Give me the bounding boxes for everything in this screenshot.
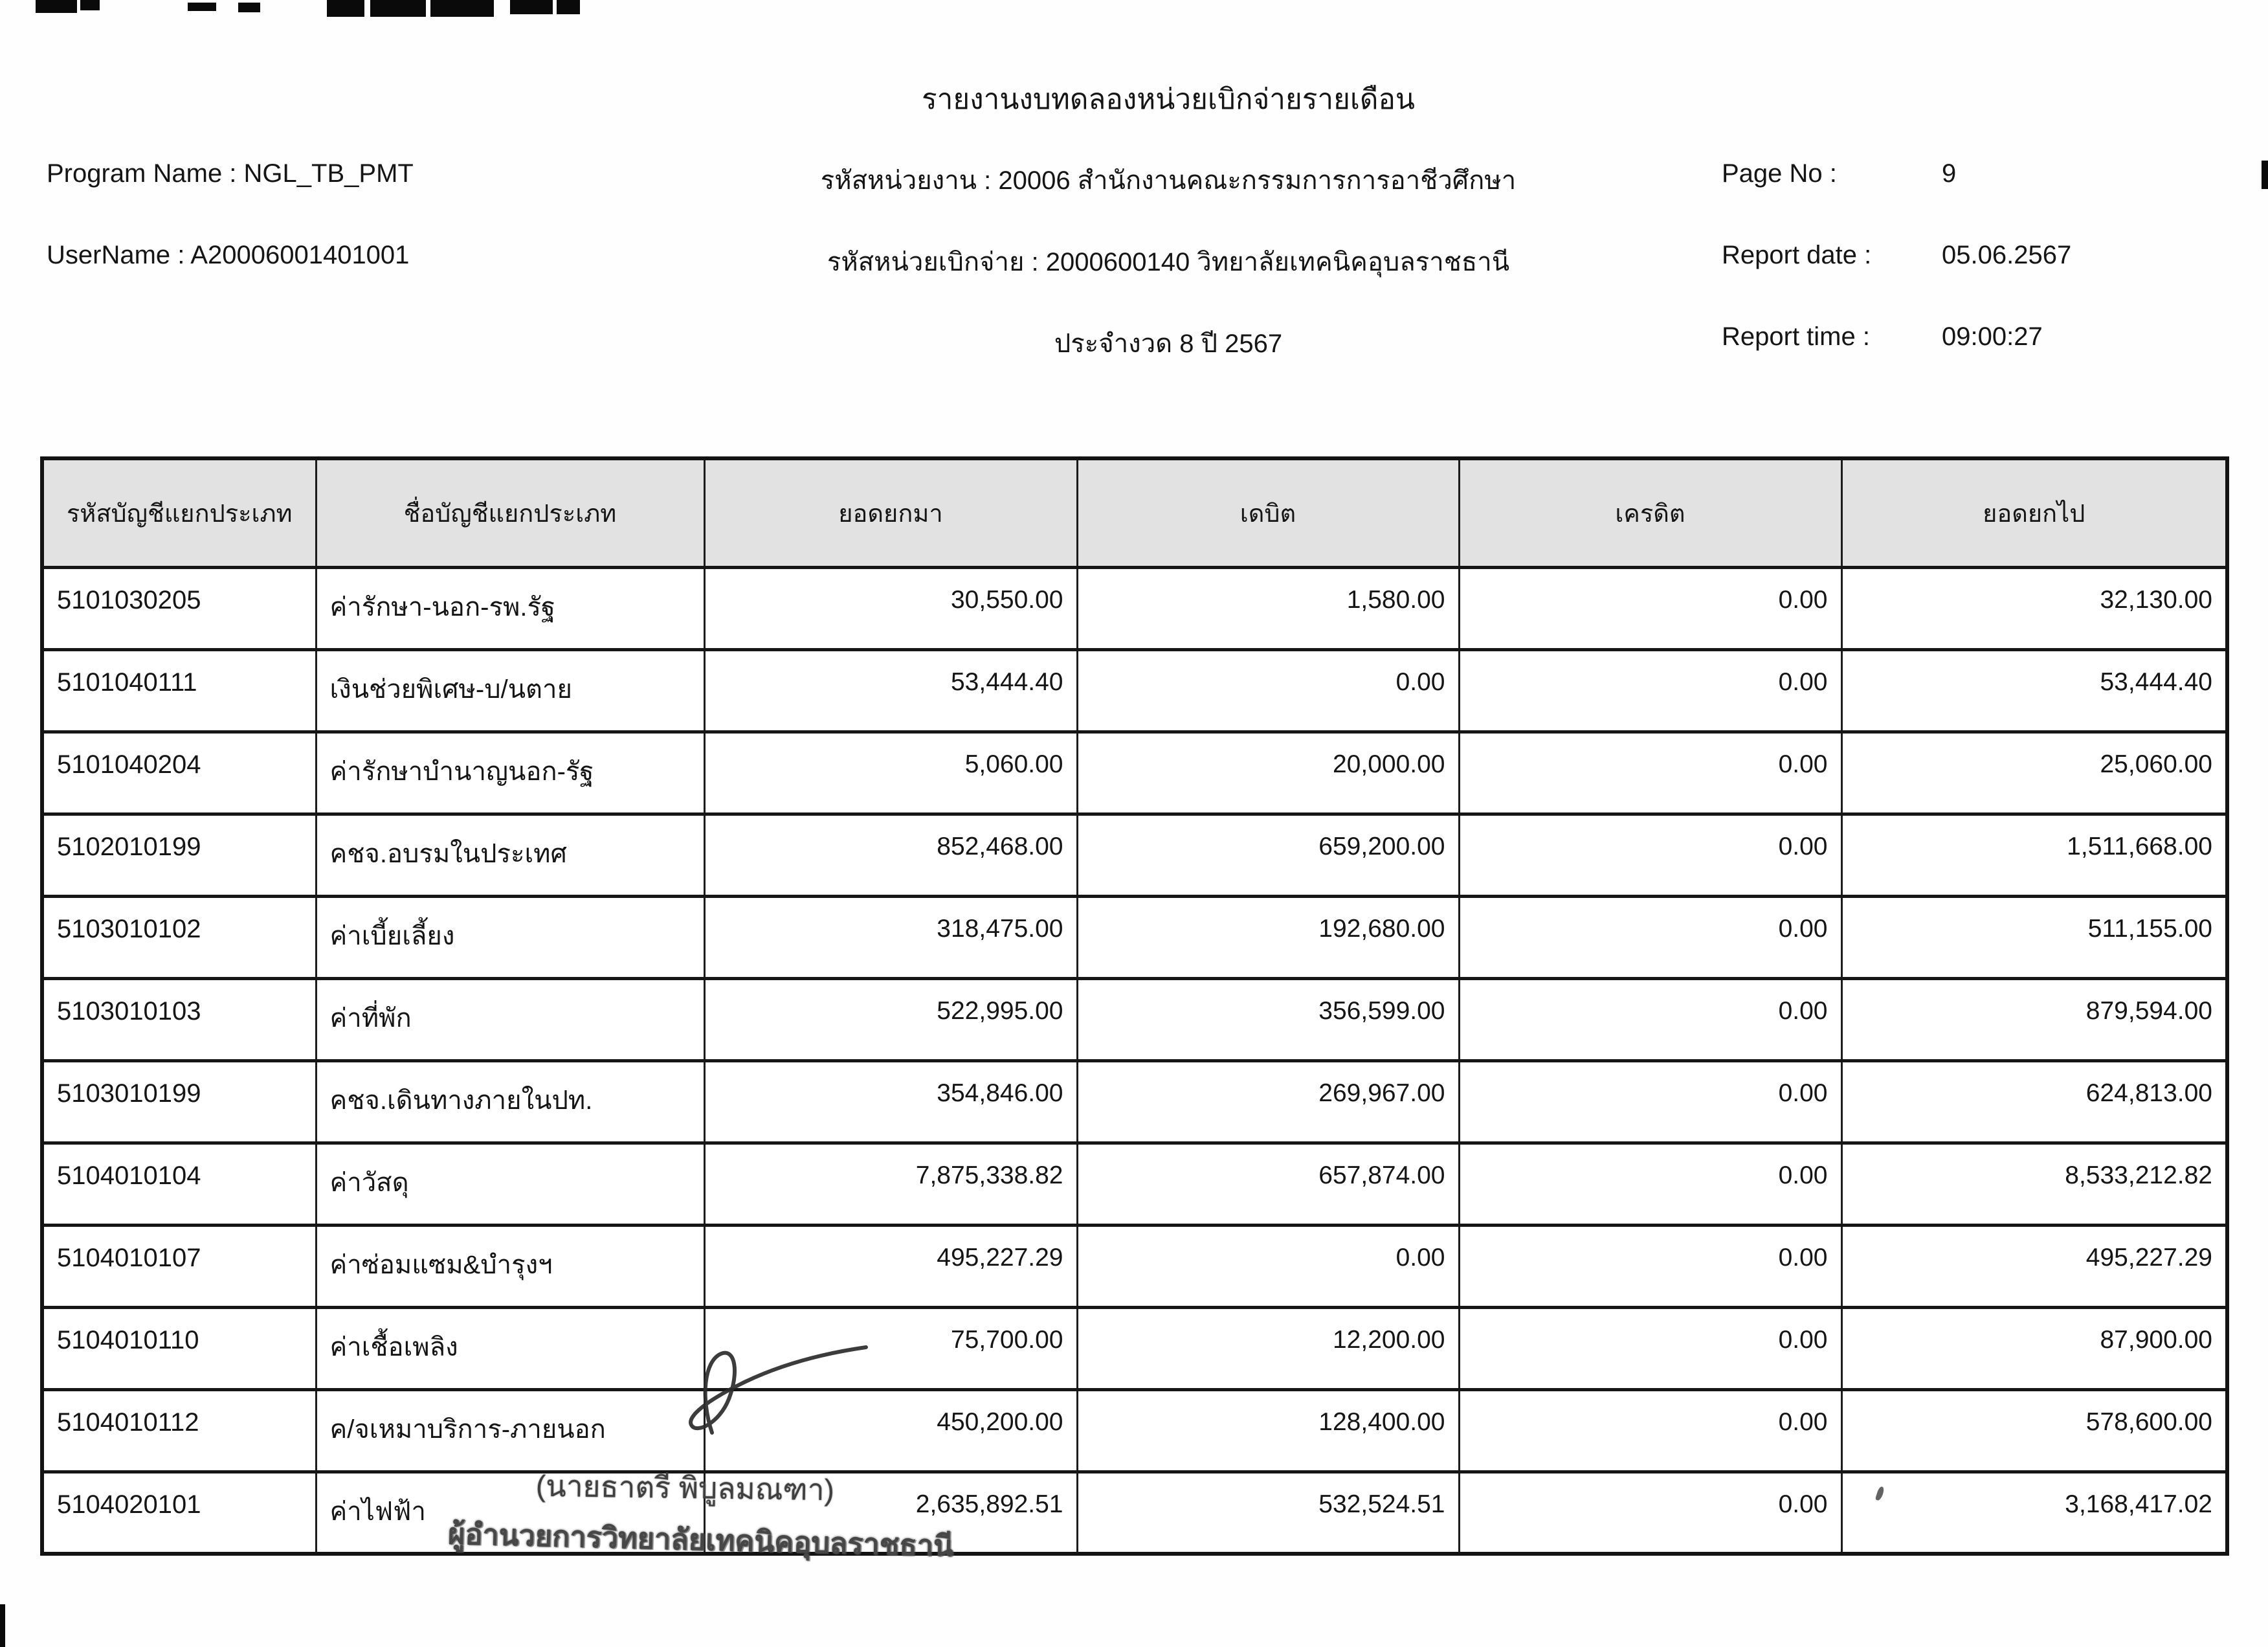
scan-artifact (238, 3, 260, 12)
credit-cell: 0.00 (1459, 896, 1841, 978)
balance-bf-cell: 5,060.00 (704, 732, 1077, 814)
scan-artifact (2262, 161, 2268, 189)
col-header-balance-cf: ยอดยกไป (1841, 458, 2227, 567)
period-line: ประจำงวด 8 ปี 2567 (1054, 330, 1283, 358)
balance-cf-cell: 8,533,212.82 (1841, 1143, 2227, 1225)
balance-bf-cell: 522,995.00 (704, 978, 1077, 1060)
balance-cf-cell: 511,155.00 (1841, 896, 2227, 978)
scan-artifact (327, 0, 364, 17)
account-code-cell: 5104020101 (42, 1472, 316, 1554)
account-code-cell: 5104010107 (42, 1225, 316, 1307)
page-no-value: 9 (1942, 159, 1957, 188)
account-name-cell: เงินช่วยพิเศษ-บ/นตาย (316, 649, 704, 732)
account-name-cell: ค่ารักษา-นอก-รพ.รัฐ (316, 567, 704, 649)
scan-artifact (370, 0, 426, 17)
balance-cf-cell: 53,444.40 (1841, 649, 2227, 732)
balance-cf-cell: 624,813.00 (1841, 1060, 2227, 1143)
stamp-director-name: (นายธาตรี พิบูลมณฑา) (535, 1468, 835, 1507)
account-name-cell: ค่าเชื้อเพลิง (316, 1307, 704, 1389)
account-code-cell: 5102010199 (42, 814, 316, 896)
debit-cell: 0.00 (1077, 649, 1459, 732)
username-value: A20006001401001 (190, 241, 410, 269)
account-code-cell: 5101040111 (42, 649, 316, 732)
balance-bf-cell: 53,444.40 (704, 649, 1077, 732)
col-header-account-name: ชื่อบัญชีแยกประเภท (316, 458, 704, 567)
table-row (42, 567, 2227, 649)
report-date-value: 05.06.2567 (1942, 241, 2072, 269)
debit-cell: 356,599.00 (1077, 978, 1459, 1060)
scan-artifact (80, 0, 100, 10)
table-row (42, 896, 2227, 978)
debit-cell: 20,000.00 (1077, 732, 1459, 814)
balance-cf-cell: 25,060.00 (1841, 732, 2227, 814)
debit-cell: 269,967.00 (1077, 1060, 1459, 1143)
program-name-label: Program Name : (47, 159, 237, 188)
account-name-cell: คชจ.อบรมในประเทศ (316, 814, 704, 896)
agency-code-line: รหัสหน่วยงาน : 20006 สำนักงานคณะกรรมการการอาชีวศึกษา (820, 166, 1517, 195)
debit-cell: 532,524.51 (1077, 1472, 1459, 1554)
table-header (42, 458, 2227, 567)
debit-cell: 659,200.00 (1077, 814, 1459, 896)
account-code-cell: 5101030205 (42, 567, 316, 649)
balance-bf-cell: 2,635,892.51 (704, 1472, 1077, 1554)
credit-cell: 0.00 (1459, 814, 1841, 896)
scan-artifact (510, 0, 553, 14)
balance-cf-cell: 1,511,668.00 (1841, 814, 2227, 896)
balance-cf-cell: 3,168,417.02 (1841, 1472, 2227, 1554)
account-name-cell: ค่าซ่อมแซม&บำรุงฯ (316, 1225, 704, 1307)
account-name-cell: ค่ารักษาบำนาญนอก-รัฐ (316, 732, 704, 814)
header-row (42, 458, 2227, 567)
username-label: UserName : (47, 241, 185, 269)
debit-cell: 12,200.00 (1077, 1307, 1459, 1389)
scan-artifact (430, 0, 494, 17)
balance-bf-cell: 30,550.00 (704, 567, 1077, 649)
username-line (47, 241, 409, 270)
table-body (42, 567, 2227, 1554)
account-code-cell: 5104010112 (42, 1389, 316, 1472)
col-header-account-code: รหัสบัญชีแยกประเภท (42, 458, 316, 567)
table-row (42, 814, 2227, 896)
trial-balance-table (40, 456, 2229, 1556)
credit-cell: 0.00 (1459, 978, 1841, 1060)
account-code-cell: 5103010199 (42, 1060, 316, 1143)
credit-cell: 0.00 (1459, 732, 1841, 814)
balance-cf-cell: 879,594.00 (1841, 978, 2227, 1060)
program-name-line (47, 159, 414, 188)
account-name-cell: ค/จเหมาบริการ-ภายนอก (316, 1389, 704, 1472)
stamp-director-title: ผู้อำนวยการวิทยาลัยเทคนิคอุบลราชธานี (447, 1517, 954, 1563)
program-name-value: NGL_TB_PMT (243, 159, 414, 188)
account-code-cell: 5101040204 (42, 732, 316, 814)
report-time-value: 09:00:27 (1942, 322, 2043, 351)
account-name-cell: ค่าเบี้ยเลี้ยง (316, 896, 704, 978)
balance-bf-cell: 852,468.00 (704, 814, 1077, 896)
account-code-cell: 5104010110 (42, 1307, 316, 1389)
account-name-cell: ค่าวัสดุ (316, 1143, 704, 1225)
credit-cell: 0.00 (1459, 1225, 1841, 1307)
table-row (42, 732, 2227, 814)
table-row (42, 649, 2227, 732)
account-code-cell: 5103010103 (42, 978, 316, 1060)
report-title: รายงานงบทดลองหน่วยเบิกจ่ายรายเดือน (922, 84, 1415, 115)
debit-cell: 657,874.00 (1077, 1143, 1459, 1225)
credit-cell: 0.00 (1459, 649, 1841, 732)
credit-cell: 0.00 (1459, 1389, 1841, 1472)
balance-cf-cell: 32,130.00 (1841, 567, 2227, 649)
balance-bf-cell: 354,846.00 (704, 1060, 1077, 1143)
scan-artifact (0, 1604, 5, 1647)
debit-cell: 128,400.00 (1077, 1389, 1459, 1472)
balance-bf-cell: 450,200.00 (704, 1389, 1077, 1472)
report-time-label: Report time : (1722, 322, 1870, 351)
debit-cell: 0.00 (1077, 1225, 1459, 1307)
balance-bf-cell: 318,475.00 (704, 896, 1077, 978)
debit-cell: 192,680.00 (1077, 896, 1459, 978)
col-header-credit: เครดิต (1459, 458, 1841, 567)
account-code-cell: 5104010104 (42, 1143, 316, 1225)
credit-cell: 0.00 (1459, 1307, 1841, 1389)
account-name-cell: ค่าที่พัก (316, 978, 704, 1060)
credit-cell: 0.00 (1459, 1472, 1841, 1554)
balance-bf-cell: 495,227.29 (704, 1225, 1077, 1307)
table-row (42, 1472, 2227, 1554)
scan-artifact (188, 3, 216, 11)
table-row (42, 1225, 2227, 1307)
page-no-label: Page No : (1722, 159, 1837, 188)
disburse-unit-line: รหัสหน่วยเบิกจ่าย : 2000600140 วิทยาลัยเทคนิคอุบลราชธานี (827, 248, 1510, 276)
table-row (42, 1143, 2227, 1225)
credit-cell: 0.00 (1459, 567, 1841, 649)
balance-cf-cell: 578,600.00 (1841, 1389, 2227, 1472)
debit-cell: 1,580.00 (1077, 567, 1459, 649)
balance-cf-cell: 495,227.29 (1841, 1225, 2227, 1307)
report-date-label: Report date : (1722, 241, 1872, 269)
balance-bf-cell: 75,700.00 (704, 1307, 1077, 1389)
table-row (42, 1389, 2227, 1472)
account-name-cell: คชจ.เดินทางภายในปท. (316, 1060, 704, 1143)
credit-cell: 0.00 (1459, 1060, 1841, 1143)
scan-artifact (36, 0, 77, 13)
balance-bf-cell: 7,875,338.82 (704, 1143, 1077, 1225)
credit-cell: 0.00 (1459, 1143, 1841, 1225)
scan-artifact (557, 0, 580, 14)
table-row (42, 1060, 2227, 1143)
col-header-debit: เดบิต (1077, 458, 1459, 567)
account-code-cell: 5103010102 (42, 896, 316, 978)
col-header-balance-bf: ยอดยกมา (704, 458, 1077, 567)
balance-cf-cell: 87,900.00 (1841, 1307, 2227, 1389)
table-row (42, 978, 2227, 1060)
table-row (42, 1307, 2227, 1389)
account-name-cell: ค่าไฟฟ้า (316, 1472, 704, 1554)
